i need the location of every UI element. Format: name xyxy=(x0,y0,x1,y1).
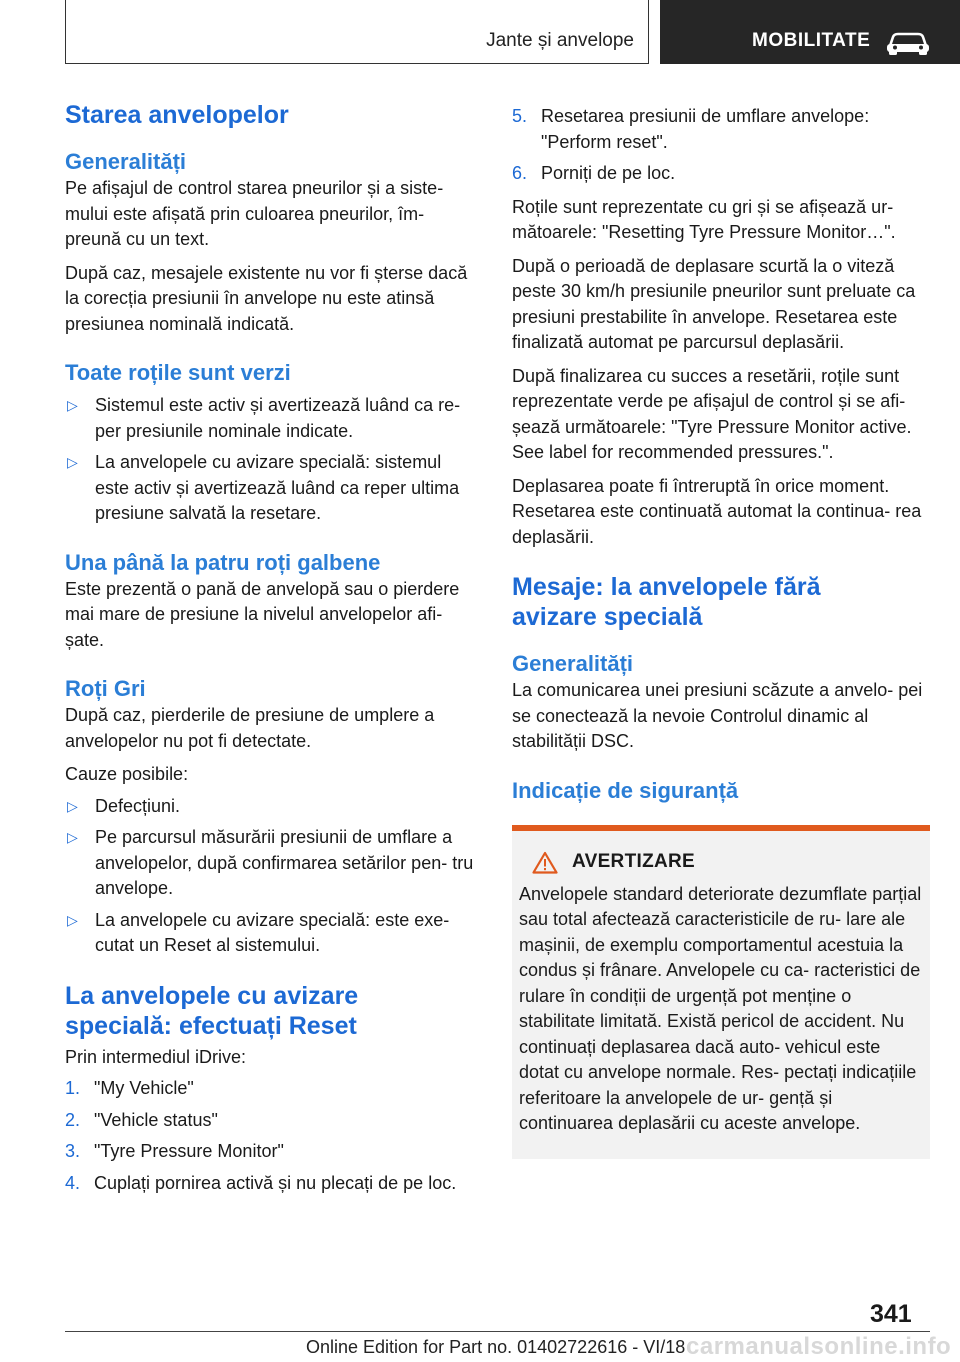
messages-general-paragraph: La comunicarea unei presiuni scăzute a anvelo- pei se conectează la nevoie Controlul dinamic al stabilității DSC. xyxy=(512,680,923,751)
triangle-bullet-icon: ▷ xyxy=(67,911,78,928)
yellow-paragraph: Este prezentă o pană de anvelopă sau o pierdere mai mare de presiune la nivelul anvelopelor afi- șate. xyxy=(65,578,460,650)
warning-text: Anvelopele standard deteriorate dezumflate parțial sau total afectează caracteristicile de ru- lare ale mașinii, de exemplu comportamentul acestuia la condus și frânare. Anvelopele cu ca- racteristici de rulare în condiții de urgență pot menține o stabilitate limitată. Există pericol de accident. Nu continuați deplasarea dacă auto- vehicul este dotat cu anvelope normale. Res- pectați indicațiile referitoare la anvelopele de ur- gență și continuarea deplasării cu aceste anvelope. xyxy=(519,883,922,1133)
heading-general-2: Generalități xyxy=(512,651,634,676)
right-column xyxy=(512,104,930,1159)
list-item: ▷ La anvelopele cu avizare specială: sistemul este activ și avertizează luând ca reper ultima presiune salvată la resetare. xyxy=(67,452,460,523)
step-item: 3. "Tyre Pressure Monitor" xyxy=(65,1141,284,1161)
step-item: 2. "Vehicle status" xyxy=(65,1109,218,1130)
reset-steps xyxy=(65,1076,480,1196)
triangle-bullet-icon: ▷ xyxy=(67,454,78,470)
heading-grey-wheels: Roți Gri xyxy=(65,676,146,701)
warning-box xyxy=(512,825,930,1159)
section-title: Jante și anvelope xyxy=(486,30,634,51)
header-section-box xyxy=(65,0,649,64)
grey-paragraph-1: După caz, pierderile de presiune de umplere a anvelopelor nu pot fi detectate. xyxy=(65,705,435,751)
general-paragraph-1: Pe afișajul de control starea pneurilor și a siste- mului este afișată prin culoarea pneurilor, îm- preună cu un text. xyxy=(65,178,444,249)
chapter-tab[interactable] xyxy=(660,0,960,64)
list-item: ▷ Defecțiuni. xyxy=(65,794,480,820)
triangle-bullet-icon: ▷ xyxy=(67,797,78,814)
grey-paragraph-2: Cauze posibile: xyxy=(65,764,189,784)
general-paragraph-2: După caz, mesajele existente nu vor fi șterse dacă la corecția presiunii în anvelope nu este atinsă presiunea nominală indicată. xyxy=(65,262,468,334)
step-item: 5. Resetarea presiunii de umflare anvelope: "Perform reset". xyxy=(512,106,870,152)
warning-title: AVERTIZARE xyxy=(572,851,695,872)
list-item: ▷ Sistemul este activ și avertizează luând ca re- per presiunile nominale indicate. xyxy=(67,395,461,441)
heading-general: Generalități xyxy=(65,149,187,174)
footer-edition: Online Edition for Part no. 01402722616 - VI/18 xyxy=(306,1337,686,1357)
heading-yellow-wheels: Una până la patru roți galbene xyxy=(65,549,381,575)
reset-steps-continued xyxy=(512,104,930,187)
warning-triangle-icon xyxy=(532,851,558,874)
left-column xyxy=(65,100,480,1196)
page-title: Starea anvelopelor xyxy=(65,101,289,129)
page-number: 341 xyxy=(870,1300,912,1328)
reset-paragraph-4: Deplasarea poate fi întreruptă în orice moment. Resetarea este continuată automat la continua- rea deplasării. xyxy=(512,475,922,547)
step-item: 4. Cuplați pornirea activă și nu plecați de pe loc. xyxy=(65,1172,457,1193)
reset-paragraph-3: După finalizarea cu succes a resetării, roțile sunt reprezentate verde pe afișajul de control și se afi- șează următoarele: "Tyre Pressure Monitor active. See label for recommended pressures.". xyxy=(512,365,912,462)
green-list xyxy=(65,393,480,527)
chapter-tab-label: MOBILITATE xyxy=(752,30,871,51)
heading-safety: Indicație de siguranță xyxy=(512,777,739,803)
list-item: ▷ Pe parcursul măsurării presiunii de umflare a anvelopelor, după confirmarea setărilor pen- tru anvelope. xyxy=(67,827,474,898)
list-item: ▷ La anvelopele cu avizare specială: este exe- cutat un Reset al sistemului. xyxy=(67,909,450,955)
grey-causes-list xyxy=(65,794,480,959)
reset-paragraph-1: Roțile sunt reprezentate cu gri și se afișează ur- mătoarele: "Resetting Tyre Pressure Monitor…". xyxy=(512,196,896,242)
step-item: 6. Porniți de pe loc. xyxy=(512,163,676,183)
heading-reset: La anvelopele cu avizare specială: efectuați Reset xyxy=(65,981,359,1040)
heading-green-wheels: Toate roțile sunt verzi xyxy=(65,360,291,385)
footer-divider xyxy=(65,1331,930,1332)
triangle-bullet-icon: ▷ xyxy=(67,829,78,845)
watermark: carmanualsonline.info xyxy=(686,1333,952,1360)
triangle-bullet-icon: ▷ xyxy=(67,397,78,413)
warning-title-row xyxy=(519,851,924,874)
car-icon xyxy=(884,28,932,56)
heading-messages: Mesaje: la anvelopele fără avizare specială xyxy=(512,573,821,631)
step-item: 1. "My Vehicle" xyxy=(65,1078,194,1098)
reset-intro: Prin intermediul iDrive: xyxy=(65,1046,247,1067)
reset-paragraph-2: După o perioadă de deplasare scurtă la o viteză peste 30 km/h presiunile pneurilor sunt preluate ca presiuni prestabilite în anvelope. Resetarea este finalizată automat pe parcursul deplasării. xyxy=(512,255,916,352)
